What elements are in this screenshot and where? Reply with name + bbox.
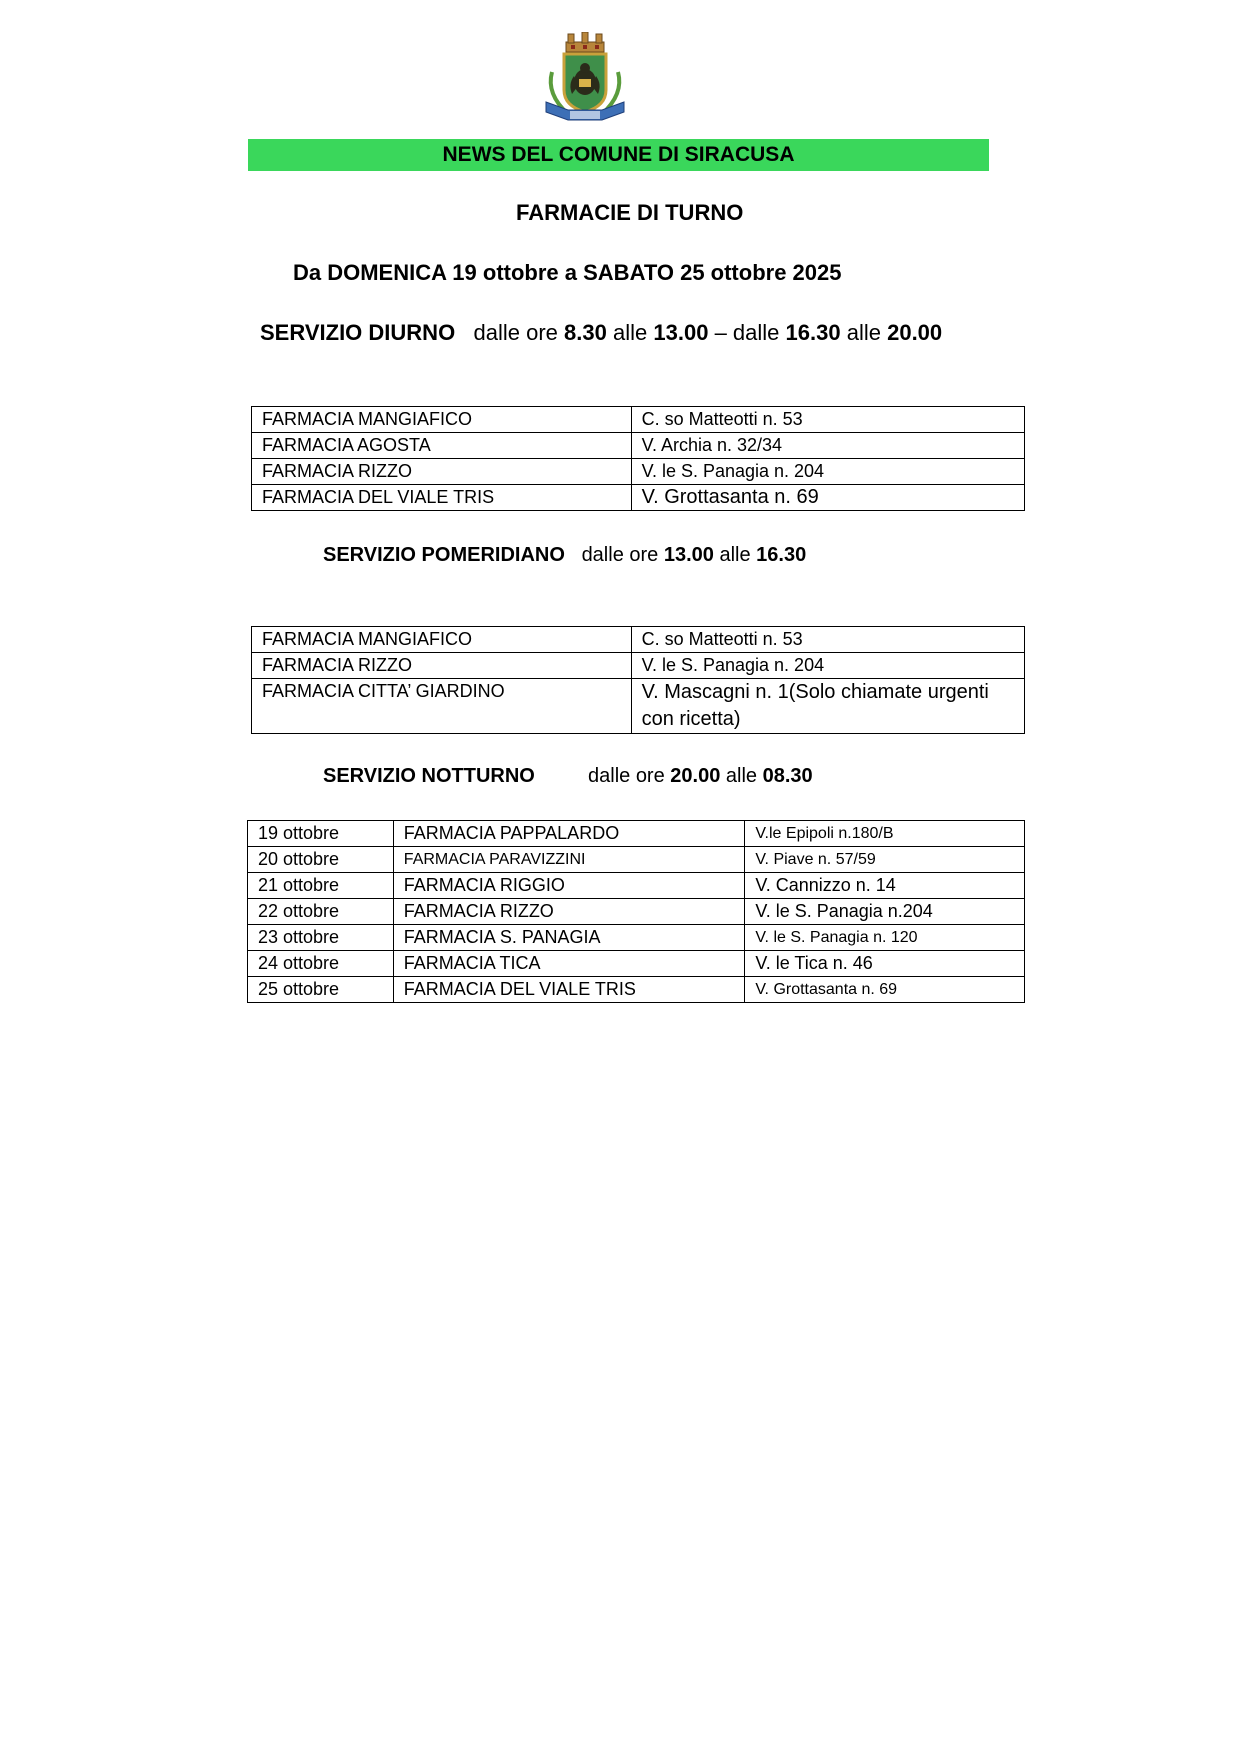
diurno-hour-4: 20.00 [887, 320, 943, 345]
pomeridiano-table [251, 626, 1025, 734]
diurno-text-4: alle [846, 320, 881, 345]
night-date: 25 ottobre [248, 977, 394, 1003]
diurno-text-1: dalle ore [473, 320, 558, 345]
pharmacy-name: FARMACIA DEL VIALE TRIS [393, 977, 745, 1003]
pharmacy-name: FARMACIA RIZZO [252, 459, 632, 485]
pharmacy-address: V. Piave n. 57/59 [745, 847, 1025, 873]
notturno-schedule [323, 765, 813, 788]
pharmacy-name: FARMACIA AGOSTA [252, 433, 632, 459]
pharmacy-address: V. Archia n. 32/34 [631, 433, 1024, 459]
notturno-table [247, 820, 1025, 1003]
table-row [252, 679, 1025, 734]
table-row [248, 951, 1025, 977]
diurno-label: SERVIZIO DIURNO [260, 320, 456, 345]
table-row [252, 485, 1025, 511]
pharmacy-name: FARMACIA MANGIAFICO [252, 627, 632, 653]
pharmacy-name: FARMACIA RIZZO [393, 899, 745, 925]
night-date: 20 ottobre [248, 847, 394, 873]
notturno-text-1: dalle ore [588, 765, 665, 787]
table-row [248, 847, 1025, 873]
notturno-hour-2: 08.30 [762, 765, 813, 787]
banner-title: NEWS DEL COMUNE DI SIRACUSA [442, 143, 795, 166]
table-row [252, 627, 1025, 653]
pharmacy-address: V. Mascagni n. 1(Solo chiamate urgenti con ricetta) [631, 679, 1024, 734]
diurno-hour-1: 8.30 [564, 320, 607, 345]
pharmacy-name: FARMACIA MANGIAFICO [252, 407, 632, 433]
table-row [252, 433, 1025, 459]
night-date: 22 ottobre [248, 899, 394, 925]
pharmacy-name: FARMACIA TICA [393, 951, 745, 977]
pomeridiano-label: SERVIZIO POMERIDIANO [323, 544, 565, 566]
night-date: 19 ottobre [248, 821, 394, 847]
pharmacy-address: C. so Matteotti n. 53 [631, 627, 1024, 653]
period-heading: Da DOMENICA 19 ottobre a SABATO 25 ottobre 2025 [293, 260, 842, 285]
pomeridiano-text-1: dalle ore [581, 544, 659, 566]
pharmacy-name: FARMACIA PAPPALARDO [393, 821, 745, 847]
pomeridiano-hour-2: 16.30 [756, 544, 807, 566]
table-row [248, 821, 1025, 847]
diurno-hour-2: 13.00 [653, 320, 709, 345]
diurno-text-2: alle [613, 320, 648, 345]
diurno-schedule [260, 320, 942, 346]
pharmacy-name: FARMACIA RIZZO [252, 653, 632, 679]
pharmacy-address: V. le S. Panagia n. 120 [745, 925, 1025, 951]
pharmacy-name: FARMACIA RIGGIO [393, 873, 745, 899]
pharmacy-name: FARMACIA PARAVIZZINI [393, 847, 745, 873]
pharmacy-address: V. Cannizzo n. 14 [745, 873, 1025, 899]
page-title: FARMACIE DI TURNO [516, 200, 744, 225]
pomeridiano-schedule [323, 544, 806, 567]
pharmacy-address: C. so Matteotti n. 53 [631, 407, 1024, 433]
pharmacy-address: V. le Tica n. 46 [745, 951, 1025, 977]
table-row [252, 459, 1025, 485]
notturno-text-2: alle [725, 765, 758, 787]
night-date: 24 ottobre [248, 951, 394, 977]
table-row [252, 653, 1025, 679]
diurno-hour-3: 16.30 [785, 320, 841, 345]
table-row [248, 925, 1025, 951]
table-row [248, 977, 1025, 1003]
night-date: 21 ottobre [248, 873, 394, 899]
night-date: 23 ottobre [248, 925, 394, 951]
table-row [252, 407, 1025, 433]
pomeridiano-text-2: alle [719, 544, 751, 566]
table-row [248, 873, 1025, 899]
pharmacy-name: FARMACIA CITTA’ GIARDINO [252, 679, 632, 734]
pharmacy-address: V. le S. Panagia n. 204 [631, 459, 1024, 485]
notturno-hour-1: 20.00 [670, 765, 721, 787]
table-row [248, 899, 1025, 925]
pharmacy-address: V. Grottasanta n. 69 [631, 485, 1024, 511]
pharmacy-address: V. le S. Panagia n. 204 [631, 653, 1024, 679]
pomeridiano-hour-1: 13.00 [663, 544, 714, 566]
pharmacy-address: V. Grottasanta n. 69 [745, 977, 1025, 1003]
pharmacy-name: FARMACIA DEL VIALE TRIS [252, 485, 632, 511]
pharmacy-name: FARMACIA S. PANAGIA [393, 925, 745, 951]
notturno-label: SERVIZIO NOTTURNO [323, 765, 535, 787]
diurno-text-3: – dalle [714, 320, 780, 345]
news-banner [248, 139, 989, 171]
diurno-table [251, 406, 1025, 511]
city-crest-emblem [538, 32, 632, 124]
pharmacy-address: V. le S. Panagia n.204 [745, 899, 1025, 925]
pharmacy-address: V.le Epipoli n.180/B [745, 821, 1025, 847]
